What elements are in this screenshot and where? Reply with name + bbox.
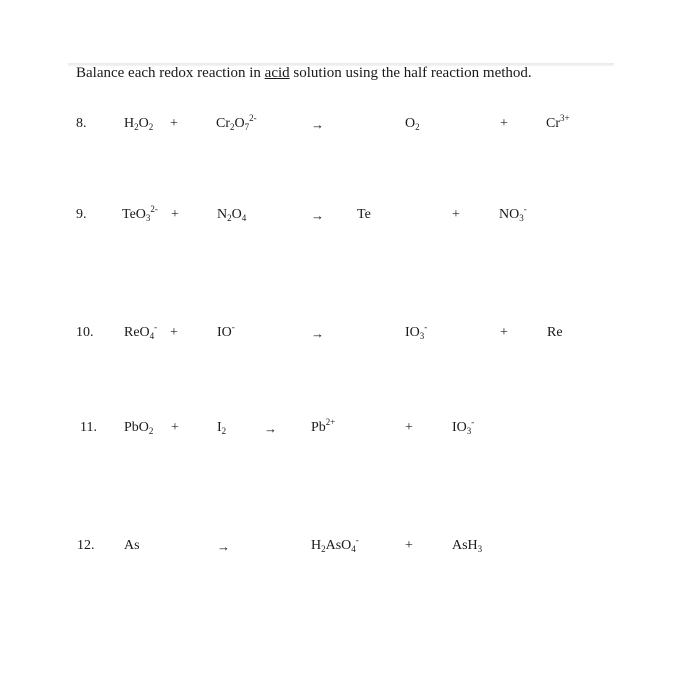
- problem-9-plus-2: +: [452, 207, 460, 222]
- problem-11-arrow: →: [264, 421, 277, 436]
- problem-9-reactant-2: $N_2O_4$: [217, 207, 247, 223]
- problem-12-product-2: AsH$_3$: [452, 538, 483, 554]
- problem-8-reactant-1: $H_2O_2$: [124, 116, 154, 132]
- problem-11-plus-1: +: [171, 420, 179, 435]
- problem-12-number: 12.: [77, 538, 95, 553]
- problem-10-product-1: $IO_3^-$: [405, 322, 428, 341]
- problem-8-arrow: →: [311, 117, 324, 132]
- instructions-heading: [76, 65, 532, 82]
- problem-8-number: 8.: [76, 116, 87, 131]
- problem-9-reactant-1: TeO$_3^{2-}$: [122, 204, 158, 223]
- heading-text: Balance each redox reaction in: [76, 65, 265, 81]
- problem-11-number: 11.: [80, 420, 97, 435]
- problem-10-product-2: Re: [547, 325, 563, 340]
- problem-11-plus-2: +: [405, 420, 413, 435]
- problem-11-reactant-2: $I_2$: [217, 420, 227, 436]
- problem-12-arrow: →: [217, 539, 230, 554]
- problem-12-plus-1: +: [405, 538, 413, 553]
- problem-8-reactant-2: $Cr_2O_7^{2-}$: [216, 113, 257, 132]
- problem-10-reactant-1: ReO$_4$-: [124, 322, 158, 341]
- problem-10-arrow: →: [311, 326, 324, 341]
- problem-11-product-2: $IO_3^-$: [452, 417, 475, 436]
- problem-9-number: 9.: [76, 207, 87, 222]
- problem-11-reactant-1: PbO$_2$: [124, 420, 154, 436]
- problem-10-plus-1: +: [170, 325, 178, 340]
- problem-12-product-1: $H_2AsO_4^-$: [311, 535, 359, 554]
- problem-11-product-1: $Pb^{2+}$: [311, 417, 336, 435]
- problem-10-number: 10.: [76, 325, 94, 340]
- heading-underlined-word: acid: [264, 65, 290, 81]
- problem-10-reactant-2: IO-: [217, 322, 235, 340]
- problem-9-product-1: Te: [357, 207, 371, 222]
- problem-10-plus-2: +: [500, 325, 508, 340]
- problem-8-plus-1: +: [170, 116, 178, 131]
- problem-8-plus-2: +: [500, 116, 508, 131]
- heading-text-end: solution using the half reaction method.: [289, 65, 532, 81]
- problem-9-arrow: →: [311, 208, 324, 223]
- problem-12-reactant-1: As: [124, 538, 140, 553]
- problem-9-plus-1: +: [171, 207, 179, 222]
- problem-9-product-2: $NO_3^-$: [499, 204, 527, 223]
- problem-8-product-2: $Cr^{3+}$: [546, 113, 570, 131]
- problem-8-product-1: $O_2$: [405, 116, 420, 132]
